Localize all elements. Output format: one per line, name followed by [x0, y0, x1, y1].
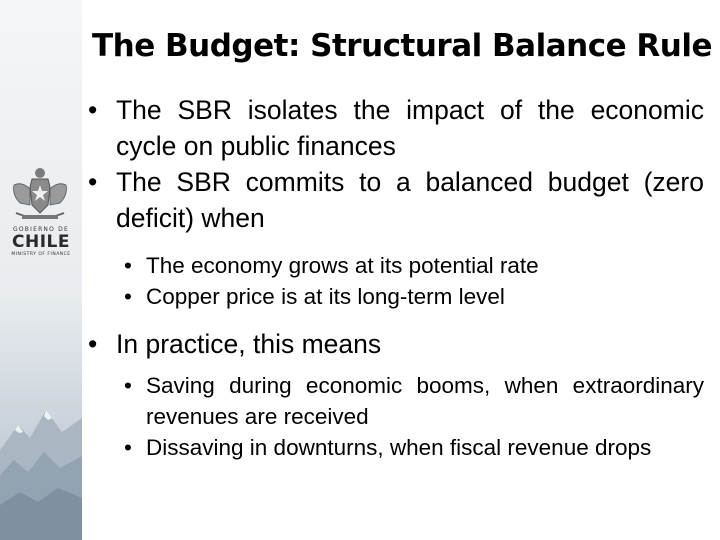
- bullet-item: [88, 326, 704, 362]
- bullet-marker: •: [88, 95, 98, 125]
- bullet-item: [88, 164, 704, 236]
- sidebar-background: [0, 0, 82, 540]
- mountains-image: [0, 390, 82, 540]
- bullet-marker: •: [124, 253, 132, 278]
- coat-of-arms-icon: [8, 165, 72, 225]
- logo-ministry-text: MINISTRY OF FINANCE: [11, 252, 71, 257]
- bullet-text: Dissaving in downturns, when fiscal revenue drops: [146, 435, 652, 460]
- sub-bullet-item: [88, 250, 704, 281]
- logo-chile-text: CHILE: [12, 232, 70, 252]
- bullet-text: Saving during economic booms, when extraordinary revenues are received: [146, 373, 704, 429]
- bullet-marker: •: [124, 373, 132, 398]
- bullet-marker: •: [124, 435, 132, 460]
- bullet-text: The SBR commits to a balanced budget (zero deficit) when: [116, 167, 704, 233]
- bullet-text: In practice, this means: [116, 329, 382, 359]
- slide-title: The Budget: Structural Balance Rule: [92, 28, 712, 64]
- slide-content: [88, 92, 704, 463]
- sub-bullet-item: [88, 432, 704, 463]
- logo-gobierno-text: GOBIERNO DE: [13, 226, 69, 233]
- bullet-marker: •: [124, 284, 132, 309]
- bullet-marker: •: [88, 329, 98, 359]
- bullet-text: The economy grows at its potential rate: [146, 253, 539, 278]
- bullet-item: [88, 92, 704, 164]
- sub-bullet-item: [88, 370, 704, 432]
- sub-bullet-item: [88, 281, 704, 312]
- bullet-marker: •: [88, 167, 98, 197]
- bullet-text: Copper price is at its long-term level: [146, 284, 505, 309]
- bullet-text: The SBR isolates the impact of the economic cycle on public finances: [116, 95, 704, 161]
